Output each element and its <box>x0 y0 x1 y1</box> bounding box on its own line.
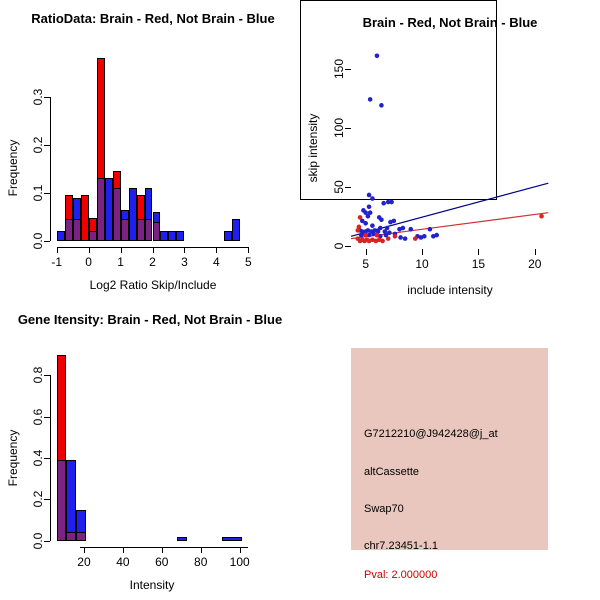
y-tick-label: 0.6 <box>31 408 45 425</box>
hist-bar-blue <box>177 537 187 541</box>
hist-bar-blue <box>66 460 76 541</box>
panel-ratio-histogram <box>0 0 300 300</box>
hist-bar-overlap <box>97 178 105 240</box>
x-tick-label: 40 <box>116 555 130 569</box>
scatter-point-blue <box>403 236 408 241</box>
x-tick-label: 20 <box>77 555 91 569</box>
hist-bar-blue <box>105 178 113 240</box>
scatter-point-blue <box>434 233 439 238</box>
x-tick-label: 80 <box>194 555 208 569</box>
scatter-point-red <box>539 214 544 219</box>
ratio-histogram-y-axis-label: Frequency <box>6 139 20 197</box>
x-axis-tick <box>184 247 185 253</box>
splice-type-text: altCassette <box>364 466 420 478</box>
x-tick-label: 4 <box>213 255 220 269</box>
gene-histogram-plot-area <box>0 300 300 600</box>
scatter-point-red <box>375 233 380 238</box>
scatter-point-blue <box>370 196 375 201</box>
scatter-point-blue <box>367 193 372 198</box>
scatter-point-blue <box>428 227 433 232</box>
gene-histogram-x-axis-label: Intensity <box>129 578 175 592</box>
x-tick-label: 0 <box>85 255 92 269</box>
scatter-point-blue <box>363 221 368 226</box>
y-tick-label: 0.2 <box>31 491 45 508</box>
x-axis-tick <box>248 247 249 253</box>
gene-info-box <box>351 348 548 581</box>
x-axis-tick <box>201 547 202 553</box>
x-axis-tick <box>57 247 58 253</box>
scatter-point-blue <box>408 227 413 232</box>
y-tick-label: 150 <box>332 58 346 79</box>
scatter-point-blue <box>379 103 384 108</box>
x-axis-tick <box>422 249 423 255</box>
y-tick-label: 0.4 <box>31 449 45 467</box>
scatter-point-blue <box>381 201 386 206</box>
scatter-point-red <box>355 228 360 233</box>
hist-bar-blue <box>222 537 241 541</box>
hist-bar-overlap <box>57 460 67 541</box>
hist-bar-overlap <box>153 222 161 241</box>
hist-bar-overlap <box>76 532 86 540</box>
hist-bar-blue <box>57 231 65 241</box>
scatter-point-red <box>380 239 385 244</box>
y-tick-label: 0.0 <box>31 532 45 550</box>
hist-bar-overlap <box>65 219 73 241</box>
x-tick-label: 100 <box>229 555 250 569</box>
gene-name-text: Swap70 <box>364 503 404 515</box>
x-tick-label: -1 <box>51 255 63 269</box>
y-tick-label: 0.2 <box>31 136 45 154</box>
y-tick-label: 0.1 <box>31 184 45 202</box>
y-axis-line <box>50 97 51 241</box>
hist-bar-red <box>81 195 89 241</box>
x-tick-label: 5 <box>362 256 369 271</box>
ratio-histogram-x-axis-label: Log2 Ratio Skip/Include <box>89 278 217 292</box>
x-tick-label: 1 <box>117 255 124 269</box>
x-axis-tick <box>153 247 154 253</box>
x-axis-tick <box>121 247 122 253</box>
pval-text: Pval: 2.000000 <box>364 569 438 581</box>
scatter-y-axis-label: skip intensity <box>306 113 320 183</box>
scatter-point-red <box>358 215 363 220</box>
x-axis-tick <box>84 547 85 553</box>
x-axis-tick <box>89 247 90 253</box>
y-tick-label: 50 <box>332 180 346 194</box>
x-tick-label: 20 <box>528 256 542 271</box>
hist-bar-blue <box>176 231 184 241</box>
x-axis-tick <box>478 249 479 255</box>
x-tick-label: 15 <box>471 256 486 271</box>
x-tick-label: 5 <box>244 255 252 269</box>
x-tick-label: 2 <box>149 255 156 269</box>
scatter-x-axis-label: include intensity <box>407 283 493 297</box>
scatter-point-blue <box>375 53 380 58</box>
x-axis-tick <box>123 547 124 553</box>
scatter-point-red <box>413 236 418 241</box>
y-tick-label: 0 <box>332 242 346 250</box>
scatter-point-blue <box>368 97 373 102</box>
scatter-title: Brain - Red, Not Brain - Blue <box>362 15 538 30</box>
x-tick-label: 60 <box>155 555 169 569</box>
scatter-point-blue <box>379 217 384 222</box>
scatter-point-blue <box>366 214 371 219</box>
scatter-svg <box>300 0 600 300</box>
hist-bar-blue <box>224 231 232 241</box>
hist-bar-overlap <box>137 219 145 241</box>
hist-bar-overlap <box>145 219 153 241</box>
x-tick-label: 10 <box>415 256 429 271</box>
scatter-point-blue <box>389 200 394 205</box>
x-axis-tick <box>535 249 536 255</box>
x-axis-line <box>80 547 248 548</box>
hist-bar-overlap <box>66 532 76 540</box>
gene-histogram-title: Gene Itensity: Brain - Red, Not Brain - Blue <box>17 312 283 327</box>
probe-id-text: G7212210@J942428@j_at <box>364 428 498 440</box>
scatter-point-blue <box>370 223 375 228</box>
panel-gene-intensity-histogram <box>0 300 300 600</box>
y-tick-label: 0.0 <box>31 232 45 250</box>
y-axis-line <box>50 375 51 540</box>
scatter-point-red <box>386 236 391 241</box>
scatter-point-blue <box>367 204 372 209</box>
x-axis-tick <box>216 247 217 253</box>
hist-bar-overlap <box>73 219 81 241</box>
scatter-point-blue <box>392 219 397 224</box>
ratio-histogram-title: RatioData: Brain - Red, Not Brain - Blue <box>31 11 275 26</box>
scatter-plot-area <box>300 0 600 300</box>
y-tick-label: 100 <box>332 117 346 138</box>
panel-intensity-scatter <box>300 0 600 300</box>
hist-bar-overlap <box>113 188 121 241</box>
hist-bar-blue <box>160 231 168 241</box>
hist-bar-blue <box>168 231 176 241</box>
hist-bar-blue <box>232 219 240 241</box>
x-axis-tick <box>366 249 367 255</box>
panel-gene-info <box>300 300 600 600</box>
hist-bar-overlap <box>121 219 129 241</box>
y-tick-label: 0.3 <box>31 88 45 106</box>
y-tick-label: 0.8 <box>31 366 45 384</box>
hist-bar-blue <box>129 188 137 241</box>
scatter-point-red <box>393 234 398 239</box>
x-tick-label: 3 <box>181 255 188 269</box>
locus-text: chr7.23451-1.1 <box>364 540 438 552</box>
gene-histogram-y-axis-label: Frequency <box>6 429 20 487</box>
hist-bar-overlap <box>89 231 97 241</box>
scatter-point-red <box>363 233 368 238</box>
x-axis-tick <box>162 547 163 553</box>
scatter-point-blue <box>422 234 427 239</box>
scatter-point-blue <box>398 235 403 240</box>
scatter-point-blue <box>401 226 406 231</box>
ratio-histogram-plot-area <box>0 0 300 300</box>
x-axis-tick <box>240 547 241 553</box>
